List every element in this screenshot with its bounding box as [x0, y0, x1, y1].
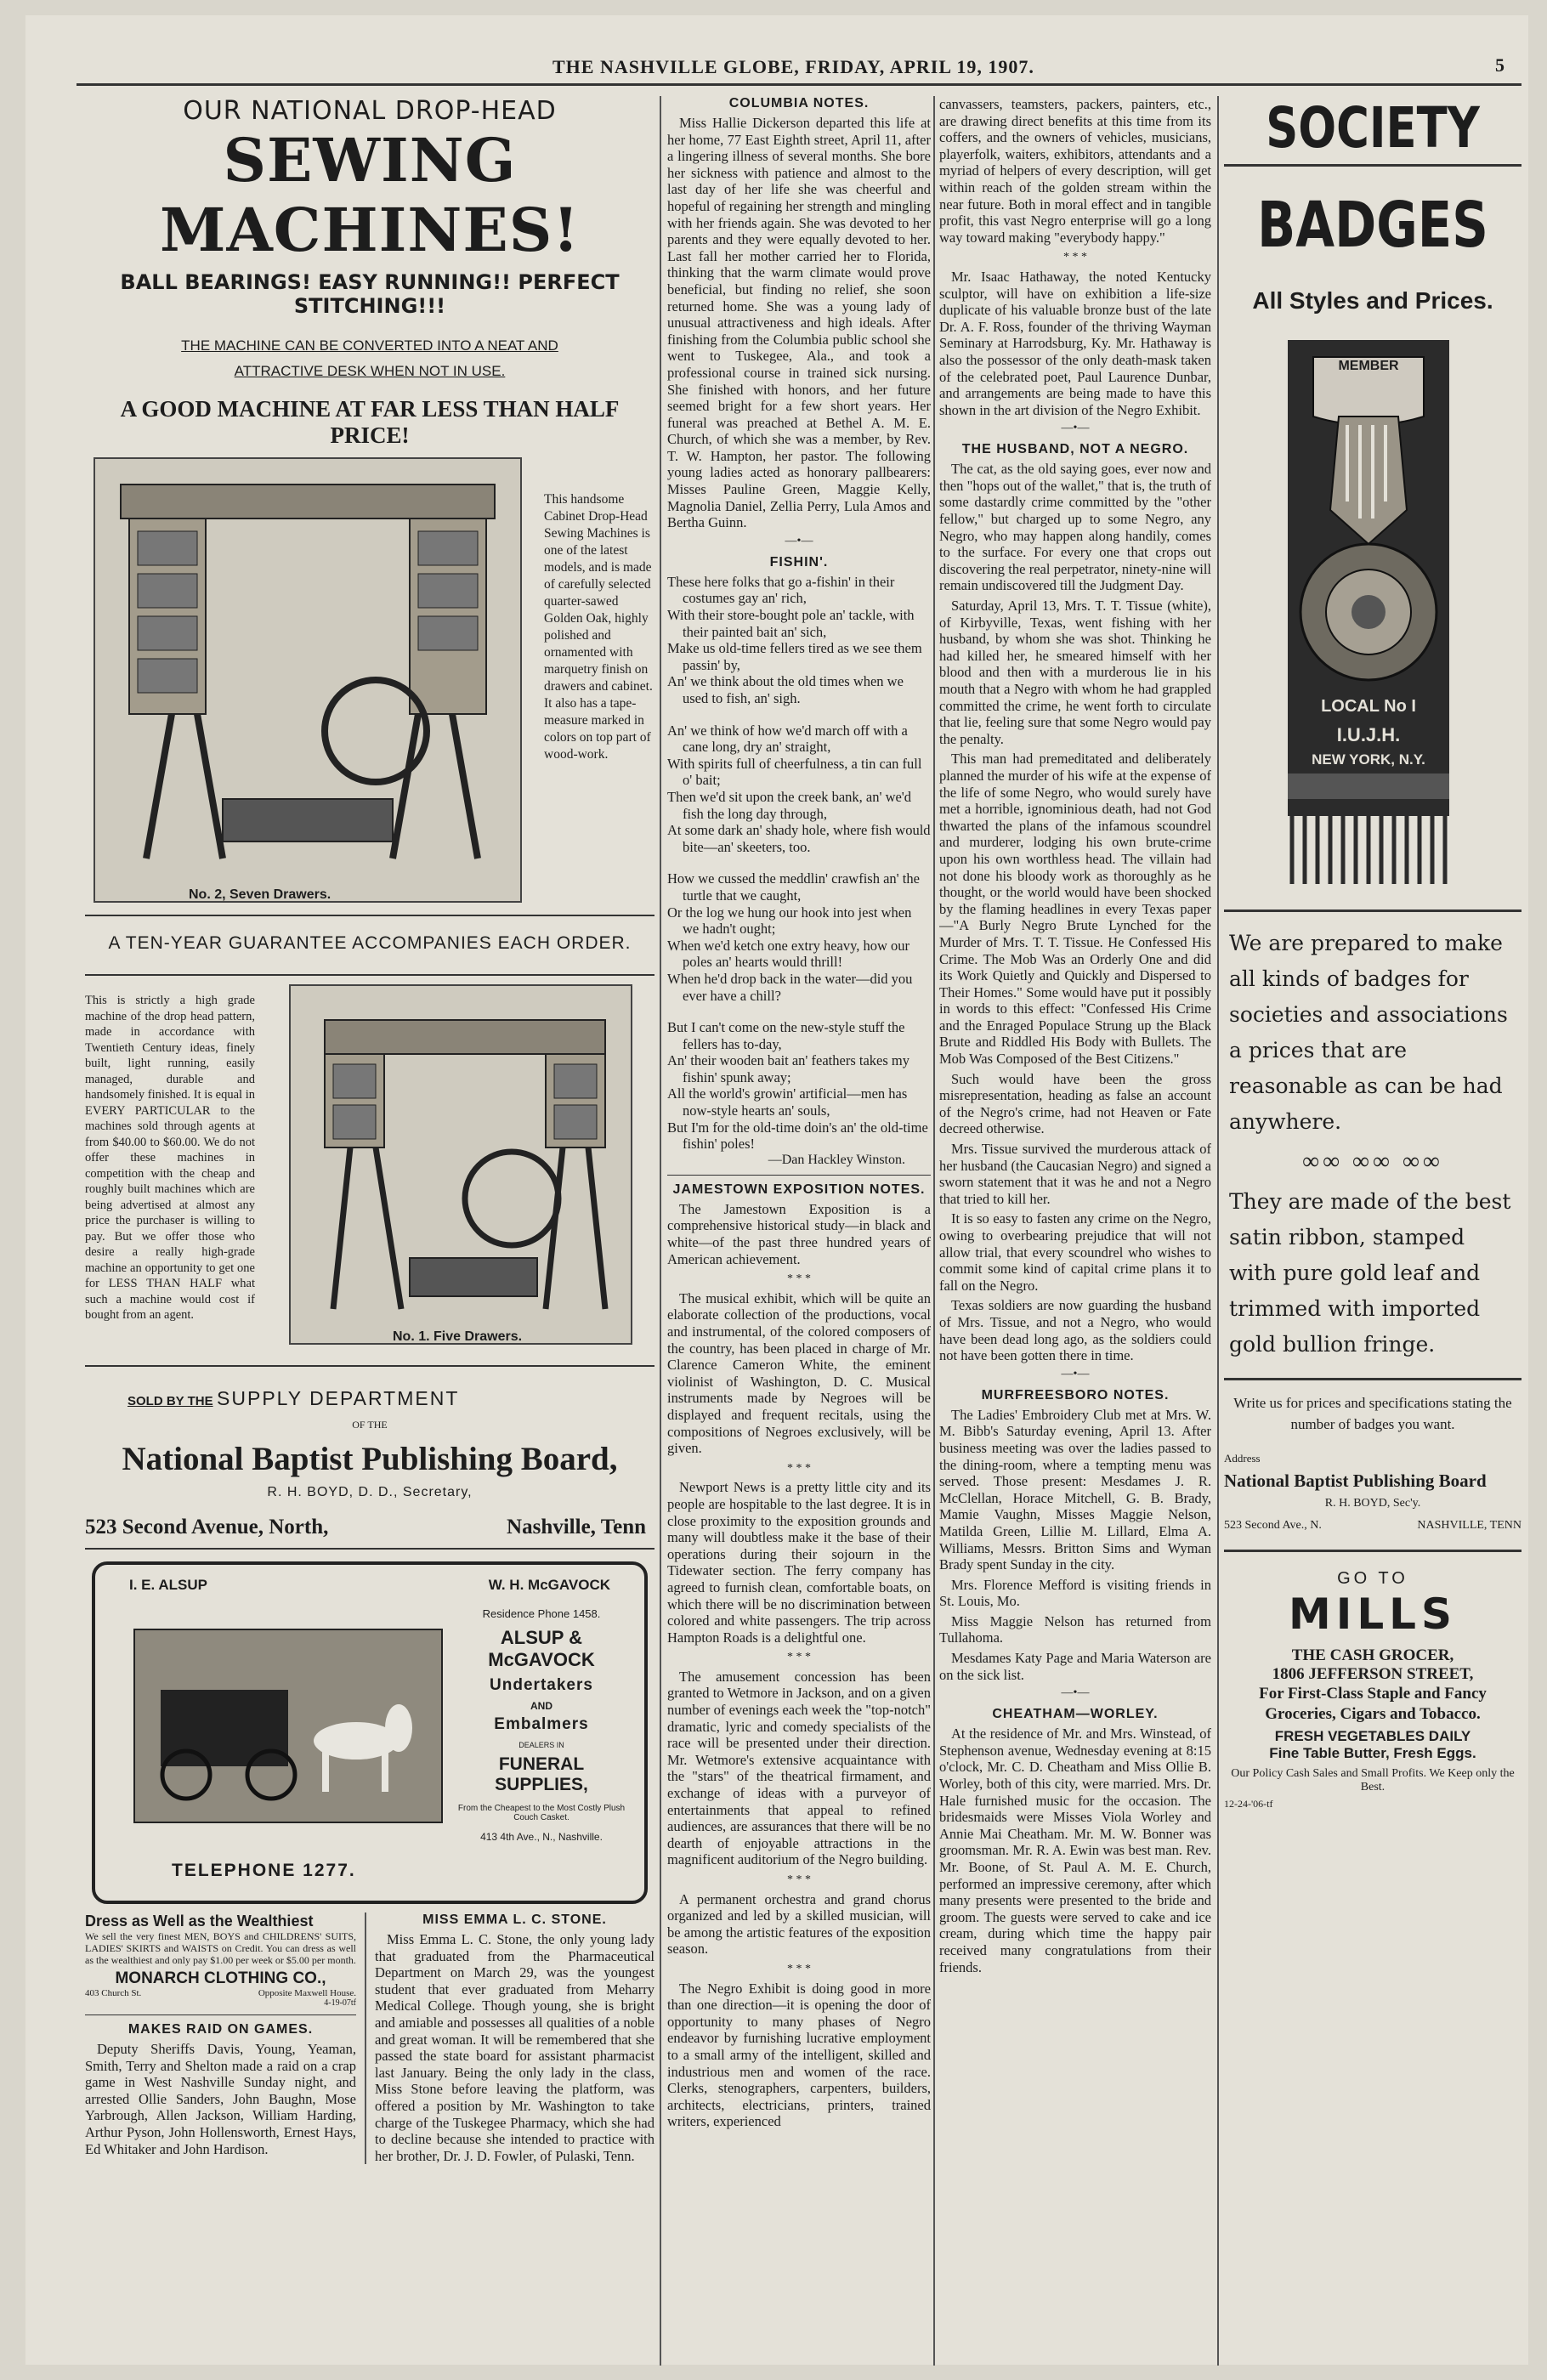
secretary: R. H. BOYD, D. D., Secretary, [267, 1485, 473, 1499]
ribbon-org: I.U.J.H. [1336, 724, 1401, 745]
monarch-name: MONARCH CLOTHING CO., [115, 1969, 326, 1987]
of-the: OF THE [352, 1419, 388, 1431]
ribbon-badge-icon [1279, 332, 1458, 892]
monarch-ad-text: We sell the very finest MEN, BOYS and CHILDRENS' SUITS, LADIES' SKIRTS and WAISTS on Credit. You can dress as well as the wealthiest and only pay $1.00 per week or $5.00 per month. [85, 1930, 357, 1966]
hathaway-text: Mr. Isaac Hathaway, the noted Kentucky sculptor, will have on exhibition a life-size duplicate of his valuable bronze bust of the late Dr. A. F. Ross, founder of the thriving Wayman Seminary at Harrodsburg, Ky. Mr. Hathaway is also the possessor of the only death-mask taken of the celebrated poet, Paul Laurence Dunbar, and arrangements are being made to have this shown in the art division of the Negro Exhibit. [939, 268, 1211, 418]
cheatham-head: CHEATHAM—WORLEY. [992, 1707, 1159, 1722]
divider [85, 915, 654, 916]
monarch-code: 4-19-07tf [324, 1998, 357, 2008]
poem-line: Or the log we hung our hook into jest when we hadn't ought; [667, 904, 912, 938]
sewing-ad-description-2: This is strictly a high grade machine of the drop head pattern, made in accordance with Twentieth Century ideas, finely built, light running, easily managed, durable and handsomely finished. It is equal in EVERY PARTICULAR to the machines sold through agents at from $40.00 to $60.00. We do not offer these machines in competition with the cheap and roughly built machines which are being advertised at almost any price the purchaser is willing to pay. But we offer those who desire a really high-grade machine an opportunity to get one for LESS THAN HALF what such a machine would cost if bought from an agent. [85, 994, 255, 1322]
masthead [76, 49, 1522, 86]
undertaker-street: 413 4th Ave., N., Nashville. [480, 1831, 603, 1843]
society-heading: SOCIETY [1266, 96, 1480, 161]
newspaper-page [26, 15, 1528, 2365]
sold-by: SOLD BY THE [128, 1394, 213, 1408]
husband-head: THE HUSBAND, NOT A NEGRO. [961, 442, 1189, 457]
column-rule [1217, 96, 1219, 2366]
mcgavock-name: W. H. McGAVOCK [488, 1577, 610, 1593]
jamestown-para: The Jamestown Exposition is a comprehensive historical study—in black and white—of the past three hundred years of American achievement. [667, 1200, 931, 1267]
sewing-machine-icon [291, 986, 631, 1326]
column-rule [660, 96, 661, 2366]
murfreesboro-head: MURFREESBORO NOTES. [981, 1387, 1170, 1402]
games-head: MAKES RAID ON GAMES. [128, 2022, 314, 2037]
monarch-street: 403 Church St. [85, 1988, 142, 1998]
column-4 [1224, 96, 1522, 2374]
separator-icon: * * * [787, 1873, 811, 1886]
publishing-board: National Baptist Publishing Board, [122, 1441, 618, 1477]
sewing-ad-headline: SEWING MACHINES! [159, 125, 580, 265]
sewing-ad-description-1: This handsome Cabinet Drop-Head Sewing Machines is one of the latest models, and is made of carefully selected quarter-sawed Golden Oak, highly polished and ornamented with marquetry finish on drawers and cabinet. It also has a tape-measure marked in colors on top part of wood-work. [544, 492, 653, 762]
poem-stanza-1 [667, 574, 931, 707]
poem-line: When he'd drop back in the water—did you ever have a chill? [667, 970, 913, 1004]
casket-range: From the Cheapest to the Most Costly Plush Couch Casket. [457, 1804, 626, 1822]
separator-icon: —•— [1061, 422, 1090, 435]
mills-goto: GO TO [1337, 1569, 1408, 1588]
ribbon-member: MEMBER [1338, 359, 1399, 373]
caption-five-drawers: No. 1. Five Drawers. [393, 1329, 523, 1344]
separator-icon: —•— [1061, 1686, 1090, 1700]
poem-line: How we cussed the meddlin' crawfish an' the turtle that we caught, [667, 870, 920, 904]
undertaker-ad [92, 1561, 648, 1904]
columbia-text: Miss Hallie Dickerson departed this life at her home, 77 East Eighth street, April 11, after a lingering illness of several months. She bore her sickness with patience and almost to the last day of her life she was cheerful and hopeful of regaining her strength and mingling with her friends again. She was devoted to her parents and they were equally devoted to her. Last fall her mother carried her to Florida, thinking that the warm climate would prove beneficial, but finding no relief, she soon returned home. She was a young lady of unusual attractiveness and high ideals. After finishing from the Columbia public school she went to Tuskegee, Ala., and took a professional course in trained sick nursing. She finished with honors, and her future seemed bright for a few short years. Her funeral was preached at Bethel A. M. E. Church, of which she was a member, by Rev. T. W. Hampton, her pastor. The following young ladies acted as honorary pallbearers: Misses Pauline Green, Maggie Kelly, Magnolia Daniel, Zellia Perry, Lula Amos and Bertha Guinn. [667, 115, 931, 531]
columbia-head: COLUMBIA NOTES. [728, 96, 870, 110]
murf-para: Mesdames Katy Page and Maria Waterson are on the sick list. [939, 1650, 1211, 1683]
jamestown-para: Newport News is a pretty little city and its people are hospitable to the last degree. It is in close proximity to the exposition grounds and many will doubtless make it the base of their operations during their sojourn in the Tidewater section. The ferry company has agreed to furnish clean, comfortable boats, on which there will be no discrimination between colored and white passengers. The trip across Hampton Roads is a delightful one. [667, 1479, 931, 1646]
ribbon-city: NEW YORK, N.Y. [1312, 751, 1425, 768]
husband-para: Saturday, April 13, Mrs. T. T. Tissue (white), of Kirbyville, Texas, went fishing with her husband, by whom she was shot. Thinking he had killed her, he smeared himself with her blood and then with a murderous lie in his mouth that a Negro with whom he had grappled committed the crime, he went forth to circulate that lie, feeling sure that some Negro would pay the penalty. [939, 598, 1211, 747]
mills-street: 1806 JEFFERSON STREET, [1272, 1665, 1474, 1683]
badges-heading: BADGES [1257, 189, 1488, 262]
address-label: Address [1224, 1452, 1261, 1465]
poem-line: An' their wooden bait an' feathers takes my fishin' spunk away; [667, 1052, 910, 1085]
badges-street: 523 Second Ave., N. [1224, 1519, 1322, 1532]
husband-para: Mrs. Tissue survived the murderous attack of her husband (the Caucasian Negro) and signed a sworn statement that it was he and not a Negro that tried to kill her. [939, 1141, 1211, 1207]
divider [85, 974, 654, 976]
column-1 [85, 96, 654, 2374]
mills-grocer: THE CASH GROCER, [1291, 1646, 1454, 1664]
divider [85, 1365, 654, 1367]
monarch-opposite: Opposite Maxwell House. [258, 1988, 357, 1998]
separator-icon: —•— [1061, 1367, 1090, 1380]
badges-made: They are made of the best satin ribbon, stamped with pure gold leaf and trimmed with imported gold bullion fringe. [1229, 1189, 1511, 1357]
left-bottom-column [85, 1912, 356, 2164]
embalmers: Embalmers [494, 1715, 589, 1733]
guarantee-line: A TEN-YEAR GUARANTEE ACCOMPANIES EACH ORDER. [108, 933, 632, 953]
stone-article [375, 1912, 654, 2164]
jamestown-para: A permanent orchestra and grand chorus organized and led by a skilled musician, will be among the artistic features of the exposition season. [667, 1890, 931, 1958]
separator-icon: * * * [787, 1651, 811, 1664]
residence-phone: Residence Phone 1458. [482, 1607, 601, 1620]
masthead-title: THE NASHVILLE GLOBE, FRIDAY, APRIL 19, 1907. [552, 56, 1034, 77]
poem-line: But I can't come on the new-style stuff the fellers has to-day, [667, 1019, 905, 1052]
sewing-ad-line4: THE MACHINE CAN BE CONVERTED INTO A NEAT AND ATTRACTIVE DESK WHEN NOT IN USE. [181, 337, 558, 379]
murf-para: Mrs. Florence Mefford is visiting friends in St. Louis, Mo. [939, 1576, 1211, 1610]
monarch-address [85, 1988, 356, 1998]
sewing-machine-7-drawer-illustration [94, 457, 522, 903]
fishin-head: FISHIN'. [769, 554, 829, 570]
poem-line: But I'm for the old-time doin's an' the old-time fishin' poles! [667, 1119, 928, 1153]
hearse-photo [133, 1629, 443, 1823]
ornament-icon: ∞∞ ∞∞ ∞∞ [1302, 1148, 1443, 1175]
poem-line: An' we think of how we'd march off with a cane long, dry an' straight, [667, 722, 908, 756]
divider [85, 1548, 654, 1550]
sewing-ad-line1: OUR NATIONAL DROP-HEAD [183, 96, 557, 126]
badges-prepared: We are prepared to make all kinds of badges for societies and associations a prices that are reasonable as can be had anywhere. [1229, 931, 1508, 1134]
sewing-machine-5-drawer-illustration [289, 984, 632, 1345]
divider [1224, 910, 1522, 912]
column-rule [933, 96, 935, 2366]
jamestown-head: JAMESTOWN EXPOSITION NOTES. [672, 1182, 926, 1197]
page-number: 5 [1495, 54, 1504, 76]
poem-stanza-4 [667, 1019, 931, 1153]
sewing-ad-line5: A GOOD MACHINE AT FAR LESS THAN HALF PRICE! [120, 396, 620, 448]
poem-line: An' we think about the old times when we used to fish, an' sigh. [667, 673, 904, 706]
mills-line3: Fine Table Butter, Fresh Eggs. [1269, 1745, 1476, 1761]
poem-line: At some dark an' shady hole, where fish would bite—an' skeeters, too. [667, 822, 931, 855]
mills-line2: FRESH VEGETABLES DAILY [1274, 1728, 1471, 1744]
divider [1224, 1378, 1522, 1380]
badges-address [1224, 1519, 1522, 1533]
column-3 [939, 96, 1211, 2374]
poet: —Dan Hackley Winston. [768, 1152, 905, 1167]
column-2 [667, 96, 931, 2374]
jamestown-para: The musical exhibit, which will be quite an elaborate collection of the productions, vocal and instrumental, of the colored composers of the country, has been placed in charge of Mr. Clarence Cameron White, the eminent violinist of Washington, D. C. Musical instruments made by Negroes will be displayed and frequent recitals, using the compositions of Negroes exclusively, will be given. [667, 1289, 931, 1457]
cheatham-text: At the residence of Mr. and Mrs. Winstead, of Stephenson avenue, Wednesday evening at 8:15 o'clock, Mr. C. D. Cheatham and Miss Ollie B. Worley, both of this city, were married. Mrs. Dr. Hale furnished music for the occasion. The bridesmaids were Misses Viola Worley and Annie Mai Cheatham. Mr. M. W. Bonner was groomsman. Mr. R. A. Ewin was best man. Rev. Mr. Boone, of St. Paul A. M. E. Church, performed an impressive ceremony, after which many presents were presented to the bride and groom. The guests were served to cake and ice cream, during which time the happy pair received many congratulations from their friends. [939, 1726, 1211, 1975]
poem-line: Make us old-time fellers tired as we see them passin' by, [667, 640, 922, 673]
murf-para: Miss Maggie Nelson has returned from Tullahoma. [939, 1612, 1211, 1646]
husband-para: This man had premeditated and deliberately planned the murder of his wife at the expense of the life of some Negro, who would surely have met a horrible, ignominious death, had not God thwarted the plans of the infamous scoundrel and murderer, lodging his own brute-crime upon his own worthless head. The villain had not done his bloody work as thoroughly as he thought, or the world would have been shocked by the flaming headlines in every Texas paper—"A Burly Negro Brute Lynched for the Murder of Mrs. T. T. Tissue. He Confessed His Crime. The Mob Was an Orderly One and did its Work Quietly and Quickly and Dispersed to Their Homes." Some would have put it possibly in words to this effect: "Confessed His Crime and the Enraged Populace Strung up the Black Brute and Riddled His Body with Bullets. The Mob Was Composed of the Best Citizens." [939, 751, 1211, 1068]
sewing-machine-icon [95, 459, 520, 876]
separator-icon: —•— [785, 534, 813, 547]
divider [85, 2014, 356, 2015]
badges-board: National Baptist Publishing Board [1224, 1470, 1487, 1491]
caption-seven-drawers: No. 2, Seven Drawers. [189, 887, 332, 902]
stone-text: Miss Emma L. C. Stone, the only young lady that graduated from the Pharmaceutical Department on March 29, was the youngest student that ever graduated from Meharry Medical College. Though young, she is bright and amiable and possesses all qualities of a noble and great woman. It will be remembered that she passed the state board for assistant pharmacist last January. Being the only lady in the class, Miss Stone before leaving the platform, was offered a position by Mr. Washington to take charge of the Tuskegee Pharmacy, which she had to decline because she intended to practice with her brother, Dr. J. D. Fowler, of Pulaski, Tenn. [375, 1931, 654, 2164]
alsup-name: I. E. ALSUP [129, 1577, 207, 1593]
divider [667, 1175, 931, 1176]
badge-illustration [1279, 332, 1458, 892]
city: Nashville, Tenn [507, 1516, 646, 1538]
divider [1224, 1550, 1522, 1552]
divider [1224, 164, 1522, 167]
husband-para: It is so easy to fasten any crime on the Negro, owing to overbearing prejudice that will not allow trial, that every scoundrel who wishes to commit some kind of capital crime plans it to fall on the Negro. [939, 1210, 1211, 1294]
poem-line: With spirits full of cheerfulness, a tin can full o' bait; [667, 755, 922, 789]
badges-write: Write us for prices and specifications stating the number of badges you want. [1233, 1395, 1512, 1432]
jamestown-continued: canvassers, teamsters, packers, painters, etc., are drawing direct benefits at this time from its coffers, and the owners of vehicles, musicians, playerfolk, waiters, exhibitors, attendants and a myriad of helpers of every description, will get within reach of the golden stream within the near future. Both in moral effect and in tangible profit, this vast Negro enterprise will go a long way toward making "everybody happy." [939, 96, 1211, 246]
sewing-ad-line3: BALL BEARINGS! EASY RUNNING!! PERFECT STITCHING!!! [120, 270, 620, 318]
poem-stanza-2 [667, 722, 931, 856]
poem-line: With their store-bought pole an' tackle, with their painted bait an' sich, [667, 607, 915, 640]
column-rule [365, 1912, 366, 2164]
poem-line: All the world's growin' artificial—men has now-style hearts an' souls, [667, 1085, 908, 1119]
husband-para: Such would have been the gross misrepresentation, heading as false an account of the Negro's crime, had not Heaven or Fate decreed otherwise. [939, 1070, 1211, 1137]
separator-icon: * * * [787, 1962, 811, 1975]
badges-city: NASHVILLE, TENN [1417, 1519, 1522, 1532]
street-address: 523 Second Avenue, North, [85, 1516, 329, 1538]
separator-icon: * * * [787, 1272, 811, 1286]
and: AND [530, 1700, 552, 1712]
firm-name: ALSUP & McGAVOCK [488, 1627, 595, 1670]
board-address [85, 1516, 646, 1539]
mills-code: 12-24-'06-tf [1224, 1798, 1273, 1810]
jamestown-para: The Negro Exhibit is doing good in more than one direction—it is opening the door of opportunity to many phases of Negro endeavor by furnishing lucrative employment to a small army of the intelligent, skilled and industrious men and women of the race. Clerks, stenographers, carpenters, builders, architects, electricians, printers, trained writers, experienced [667, 1980, 931, 2130]
badges-secy: R. H. BOYD, Sec'y. [1324, 1497, 1421, 1510]
poem-line: These here folks that go a-fishin' in their costumes gay an' rich, [667, 573, 895, 607]
dealers-in: DEALERS IN [518, 1741, 564, 1749]
styles-prices: All Styles and Prices. [1252, 287, 1493, 314]
ribbon-local: LOCAL No I [1321, 697, 1416, 716]
stone-head: MISS EMMA L. C. STONE. [422, 1912, 607, 1927]
jamestown-para: The amusement concession has been granted to Wetmore in Jackson, and on a given number of evenings each week the "top-notch" dramatic, lyric and comedy specialists of the race will be presented under their direction. Mr. Wetmore's extensive acquaintance with the "stars" of the theatrical firmament, and exchange of ideas with a purveyor of entertainments that appeal to refined audiences, are assurances that there will be no dearth of enjoyable attractions in the magnificent auditorium of the Negro building. [667, 1668, 931, 1868]
mills-line1: For First-Class Staple and Fancy Groceries, Cigars and Tobacco. [1259, 1685, 1487, 1723]
games-text: Deputy Sheriffs Davis, Young, Yeaman, Smith, Terry and Shelton made a raid on a crap game in West Nashville Sunday night, and arrested Ollie Sanders, John Baughn, Mose Yarbrough, Allen Jackson, William Harding, Arthur Pyson, John Hollensworth, Ernest Hays, Ed Whitaker and John Hardison. [85, 2041, 357, 2157]
husband-para: Texas soldiers are now guarding the husband of Mrs. Tissue, and not a Negro, who would have been dead long ago, as the soldiers could not have been gotten there in time. [939, 1297, 1211, 1364]
separator-icon: * * * [787, 1461, 811, 1475]
murf-para: The Ladies' Embroidery Club met at Mrs. W. M. Bibb's Saturday evening, April 13. After business meeting was over the ladies passed to the dining-room, where a tempting menu was served. Those present: Mesdames J. R. McClellan, Horace Mitchell, G. B. Brady, Mamie Vaughn, Misses Maggie Nelson, Matilda Green, Lillie M. Lillard, Elma A. Williams, Messrs. Britton Sims and Wyman Brady spent Sunday in the city. [939, 1406, 1211, 1573]
undertaker-telephone: TELEPHONE 1277. [172, 1861, 356, 1880]
separator-icon: * * * [1063, 251, 1087, 264]
husband-para: The cat, as the old saying goes, ever now and then "hops out of the wallet," that is, the truth of some dastardly crime committed by the "other fellow," but charged up to some Negro, any Negro, who may happen along handily, comes to the surface. For every one that crops out discovering the real perpetrator, ninety-nine will remain undiscovered till the Judgment Day. [939, 461, 1211, 594]
monarch-ad-head: Dress as Well as the Wealthiest [85, 1912, 314, 1930]
supply-department: SUPPLY DEPARTMENT [217, 1387, 460, 1409]
mills-name: MILLS [1288, 1590, 1458, 1639]
funeral-supplies: FUNERAL SUPPLIES, [495, 1754, 588, 1794]
undertakers: Undertakers [490, 1676, 593, 1694]
poem-line: When we'd ketch one extry heavy, how our poles an' hearts would thrill! [667, 937, 910, 971]
hearse-icon [135, 1630, 441, 1822]
poem-stanza-3 [667, 870, 931, 1004]
mills-line4: Our Policy Cash Sales and Small Profits. We Keep only the Best. [1231, 1767, 1515, 1794]
poem-line: Then we'd sit upon the creek bank, an' we'd fish the long day through, [667, 788, 912, 822]
